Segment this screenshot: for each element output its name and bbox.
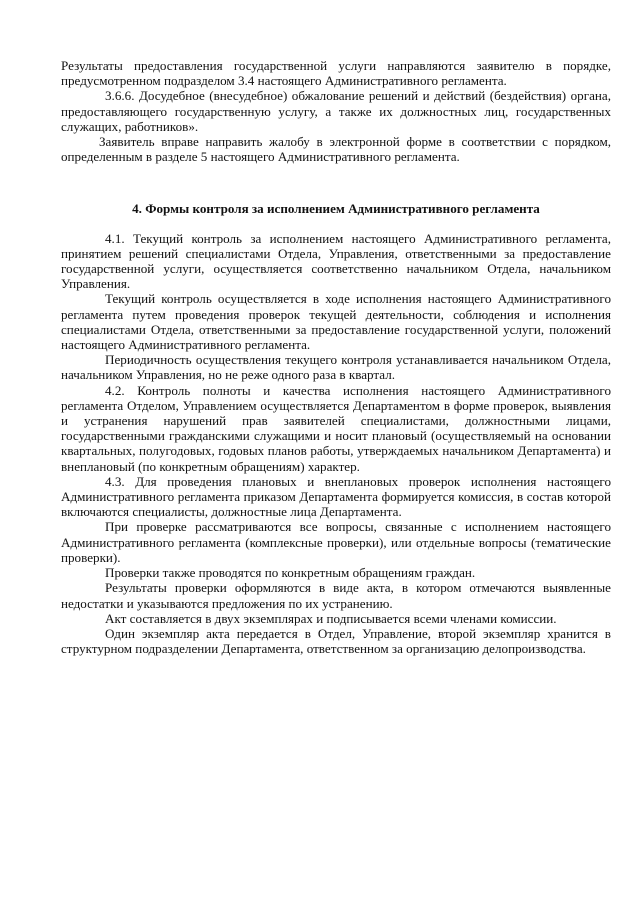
document-page <box>61 58 611 656</box>
paragraph-electronic-complaint: Заявитель вправе направить жалобу в электронной форме в соответствии с порядком, определенным в разделе 5 настоящего Административного регламента. <box>61 134 611 165</box>
paragraph-4-1: 4.1. Текущий контроль за исполнением настоящего Административного регламента, принятием решений специалистами Отдела, Управления, ответственными за предоставление государственной услуги, осуществляется соответственно начальником Отдела, начальником Управления. <box>61 230 611 292</box>
paragraph-inspection-results: Результаты проверки оформляются в виде акта, в котором отмечаются выявленные недостатки и указываются предложения по их устранению. <box>61 580 611 611</box>
section-heading: 4. Формы контроля за исполнением Административного регламента <box>132 201 540 217</box>
spacer <box>61 217 611 231</box>
paragraph-inspections-citizens: Проверки также проводятся по конкретным обращениям граждан. <box>105 565 476 581</box>
paragraph-inspection-scope: При проверке рассматриваются все вопросы, связанные с исполнением настоящего Административного регламента (комплексные проверки), или отдельные вопросы (тематические проверки). <box>61 519 611 565</box>
paragraph-results-sent: Результаты предоставления государственной услуги направляются заявителю в порядке, предусмотренном подразделом 3.4 настоящего Административного регламента. <box>61 58 611 89</box>
paragraph-act-storage: Один экземпляр акта передается в Отдел, Управление, второй экземпляр хранится в структурном подразделении Департамента, ответственном за организацию делопроизводства. <box>61 625 611 657</box>
spacer <box>61 164 611 201</box>
paragraph-3-6-6: 3.6.6. Досудебное (внесудебное) обжалование решений и действий (бездействия) органа, предоставляющего государственную услугу, а также их должностных лиц, государственных служащих, работников». <box>61 88 611 134</box>
paragraph-act-copies: Акт составляется в двух экземплярах и подписывается всеми членами комиссии. <box>105 610 557 626</box>
paragraph-current-control: Текущий контроль осуществляется в ходе исполнения настоящего Административного регламента путем проведения проверок текущей деятельности, соблюдения и исполнения специалистами Отдела, ответственными за предоставление государственной услуги, положений настоящего Административного регламента. <box>61 291 611 353</box>
paragraph-periodicity: Периодичность осуществления текущего контроля устанавливается начальником Отдела, начальником Управления, но не реже одного раза в квартал. <box>61 352 611 383</box>
paragraph-4-2: 4.2. Контроль полноты и качества исполнения настоящего Административного регламента Отделом, Управлением осуществляется Департаментом в форме проверок, выявления и устранения нарушений прав заявителей специалистами, должностными лицами, государственными гражданскими служащими и носит плановый (осуществляемый на основании квартальных, полугодовых, годовых планов работы, утверждаемых начальником Департамента) и внеплановый (по конкретным обращениям) характер. <box>61 382 611 474</box>
paragraph-4-3: 4.3. Для проведения плановых и внеплановых проверок исполнения настоящего Административного регламента приказом Департамента формируется комиссия, в состав которой включаются специалисты, должностные лица Департамента. <box>61 473 611 520</box>
